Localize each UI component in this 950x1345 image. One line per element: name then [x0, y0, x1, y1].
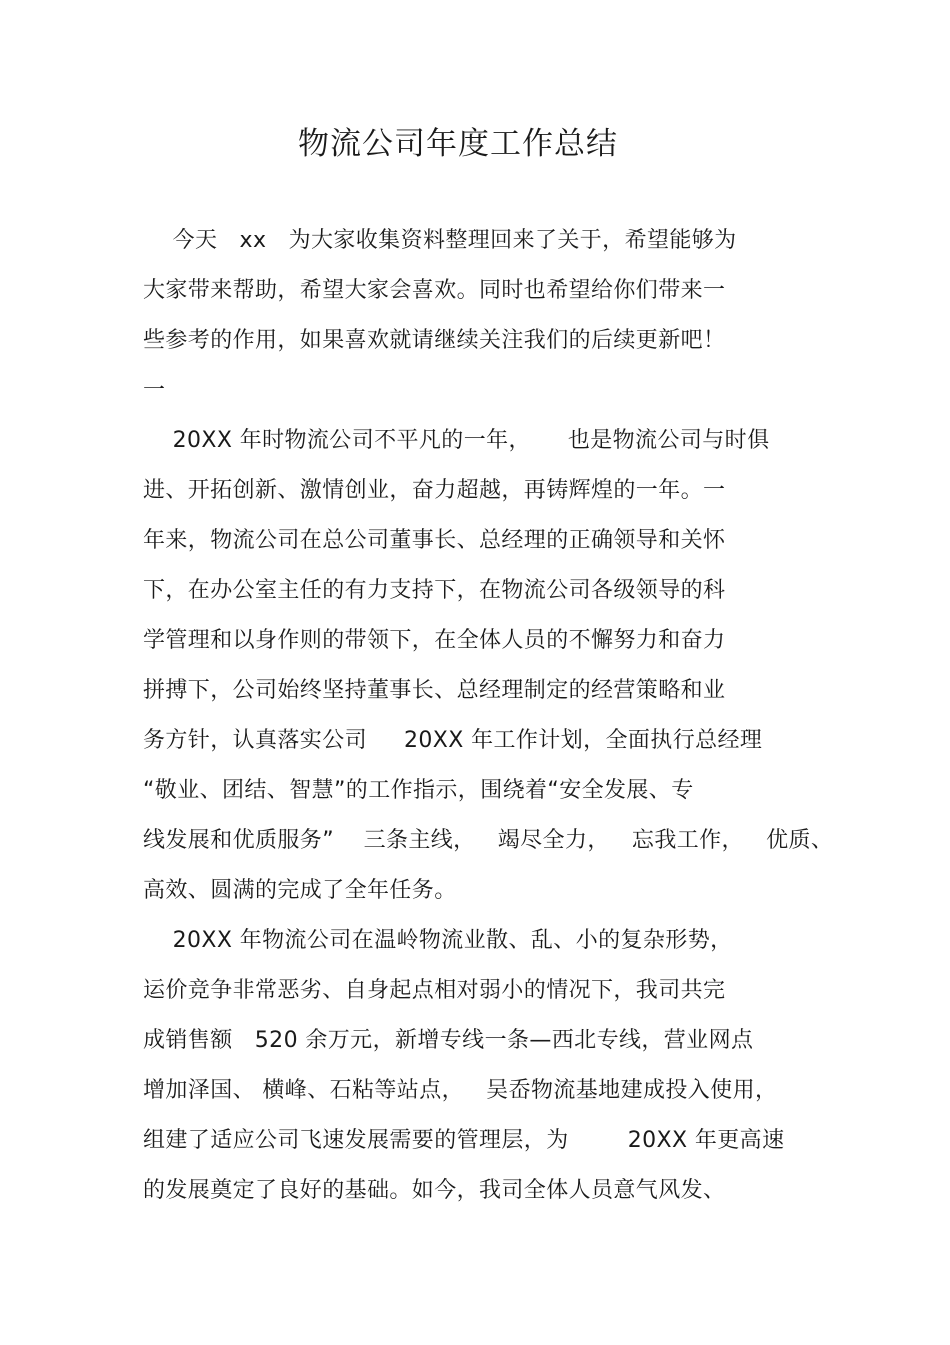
body-line: 高效、圆满的完成了全年任务。: [143, 878, 457, 903]
document-title: 物流公司年度工作总结: [298, 126, 618, 162]
body-line: 20XX 年时物流公司不平凡的一年， 也是物流公司与时俱: [143, 428, 770, 453]
body-line: 线发展和优质服务” 三条主线， 竭尽全力， 忘我工作， 优质、: [143, 828, 834, 853]
body-line: 增加泽国、 横峰、石粘等站点， 吴岙物流基地建成投入使用，: [143, 1078, 778, 1103]
body-line: 大家带来帮助，希望大家会喜欢。同时也希望给你们带来一: [143, 278, 726, 303]
body-line: 一: [143, 378, 166, 403]
body-line: 务方针，认真落实公司 20XX 年工作计划，全面执行总经理: [143, 728, 763, 753]
body-line: 运价竞争非常恶劣、自身起点相对弱小的情况下，我司共完: [143, 978, 726, 1003]
body-line: 今天 xx 为大家收集资料整理回来了关于，希望能够为: [143, 228, 737, 253]
body-line: “敬业、团结、智慧”的工作指示，围绕着“安全发展、专: [143, 778, 694, 803]
body-line: 的发展奠定了良好的基础。如今，我司全体人员意气风发、: [143, 1178, 726, 1203]
body-line: 20XX 年物流公司在温岭物流业散、乱、小的复杂形势，: [143, 928, 733, 953]
body-line: 年来，物流公司在总公司董事长、总经理的正确领导和关怀: [143, 528, 726, 553]
body-line: 进、开拓创新、激情创业，奋力超越，再铸辉煌的一年。一: [143, 478, 726, 503]
body-line: 成销售额 520 余万元，新增专线一条—西北专线，营业网点: [143, 1028, 754, 1053]
body-line: 下，在办公室主任的有力支持下，在物流公司各级领导的科: [143, 578, 726, 603]
body-line: 些参考的作用，如果喜欢就请继续关注我们的后续更新吧！: [143, 328, 726, 353]
body-line: 拼搏下，公司始终坚持董事长、总经理制定的经营策略和业: [143, 678, 726, 703]
body-line: 学管理和以身作则的带领下，在全体人员的不懈努力和奋力: [143, 628, 726, 653]
body-line: 组建了适应公司飞速发展需要的管理层，为 20XX 年更高速: [143, 1128, 785, 1153]
